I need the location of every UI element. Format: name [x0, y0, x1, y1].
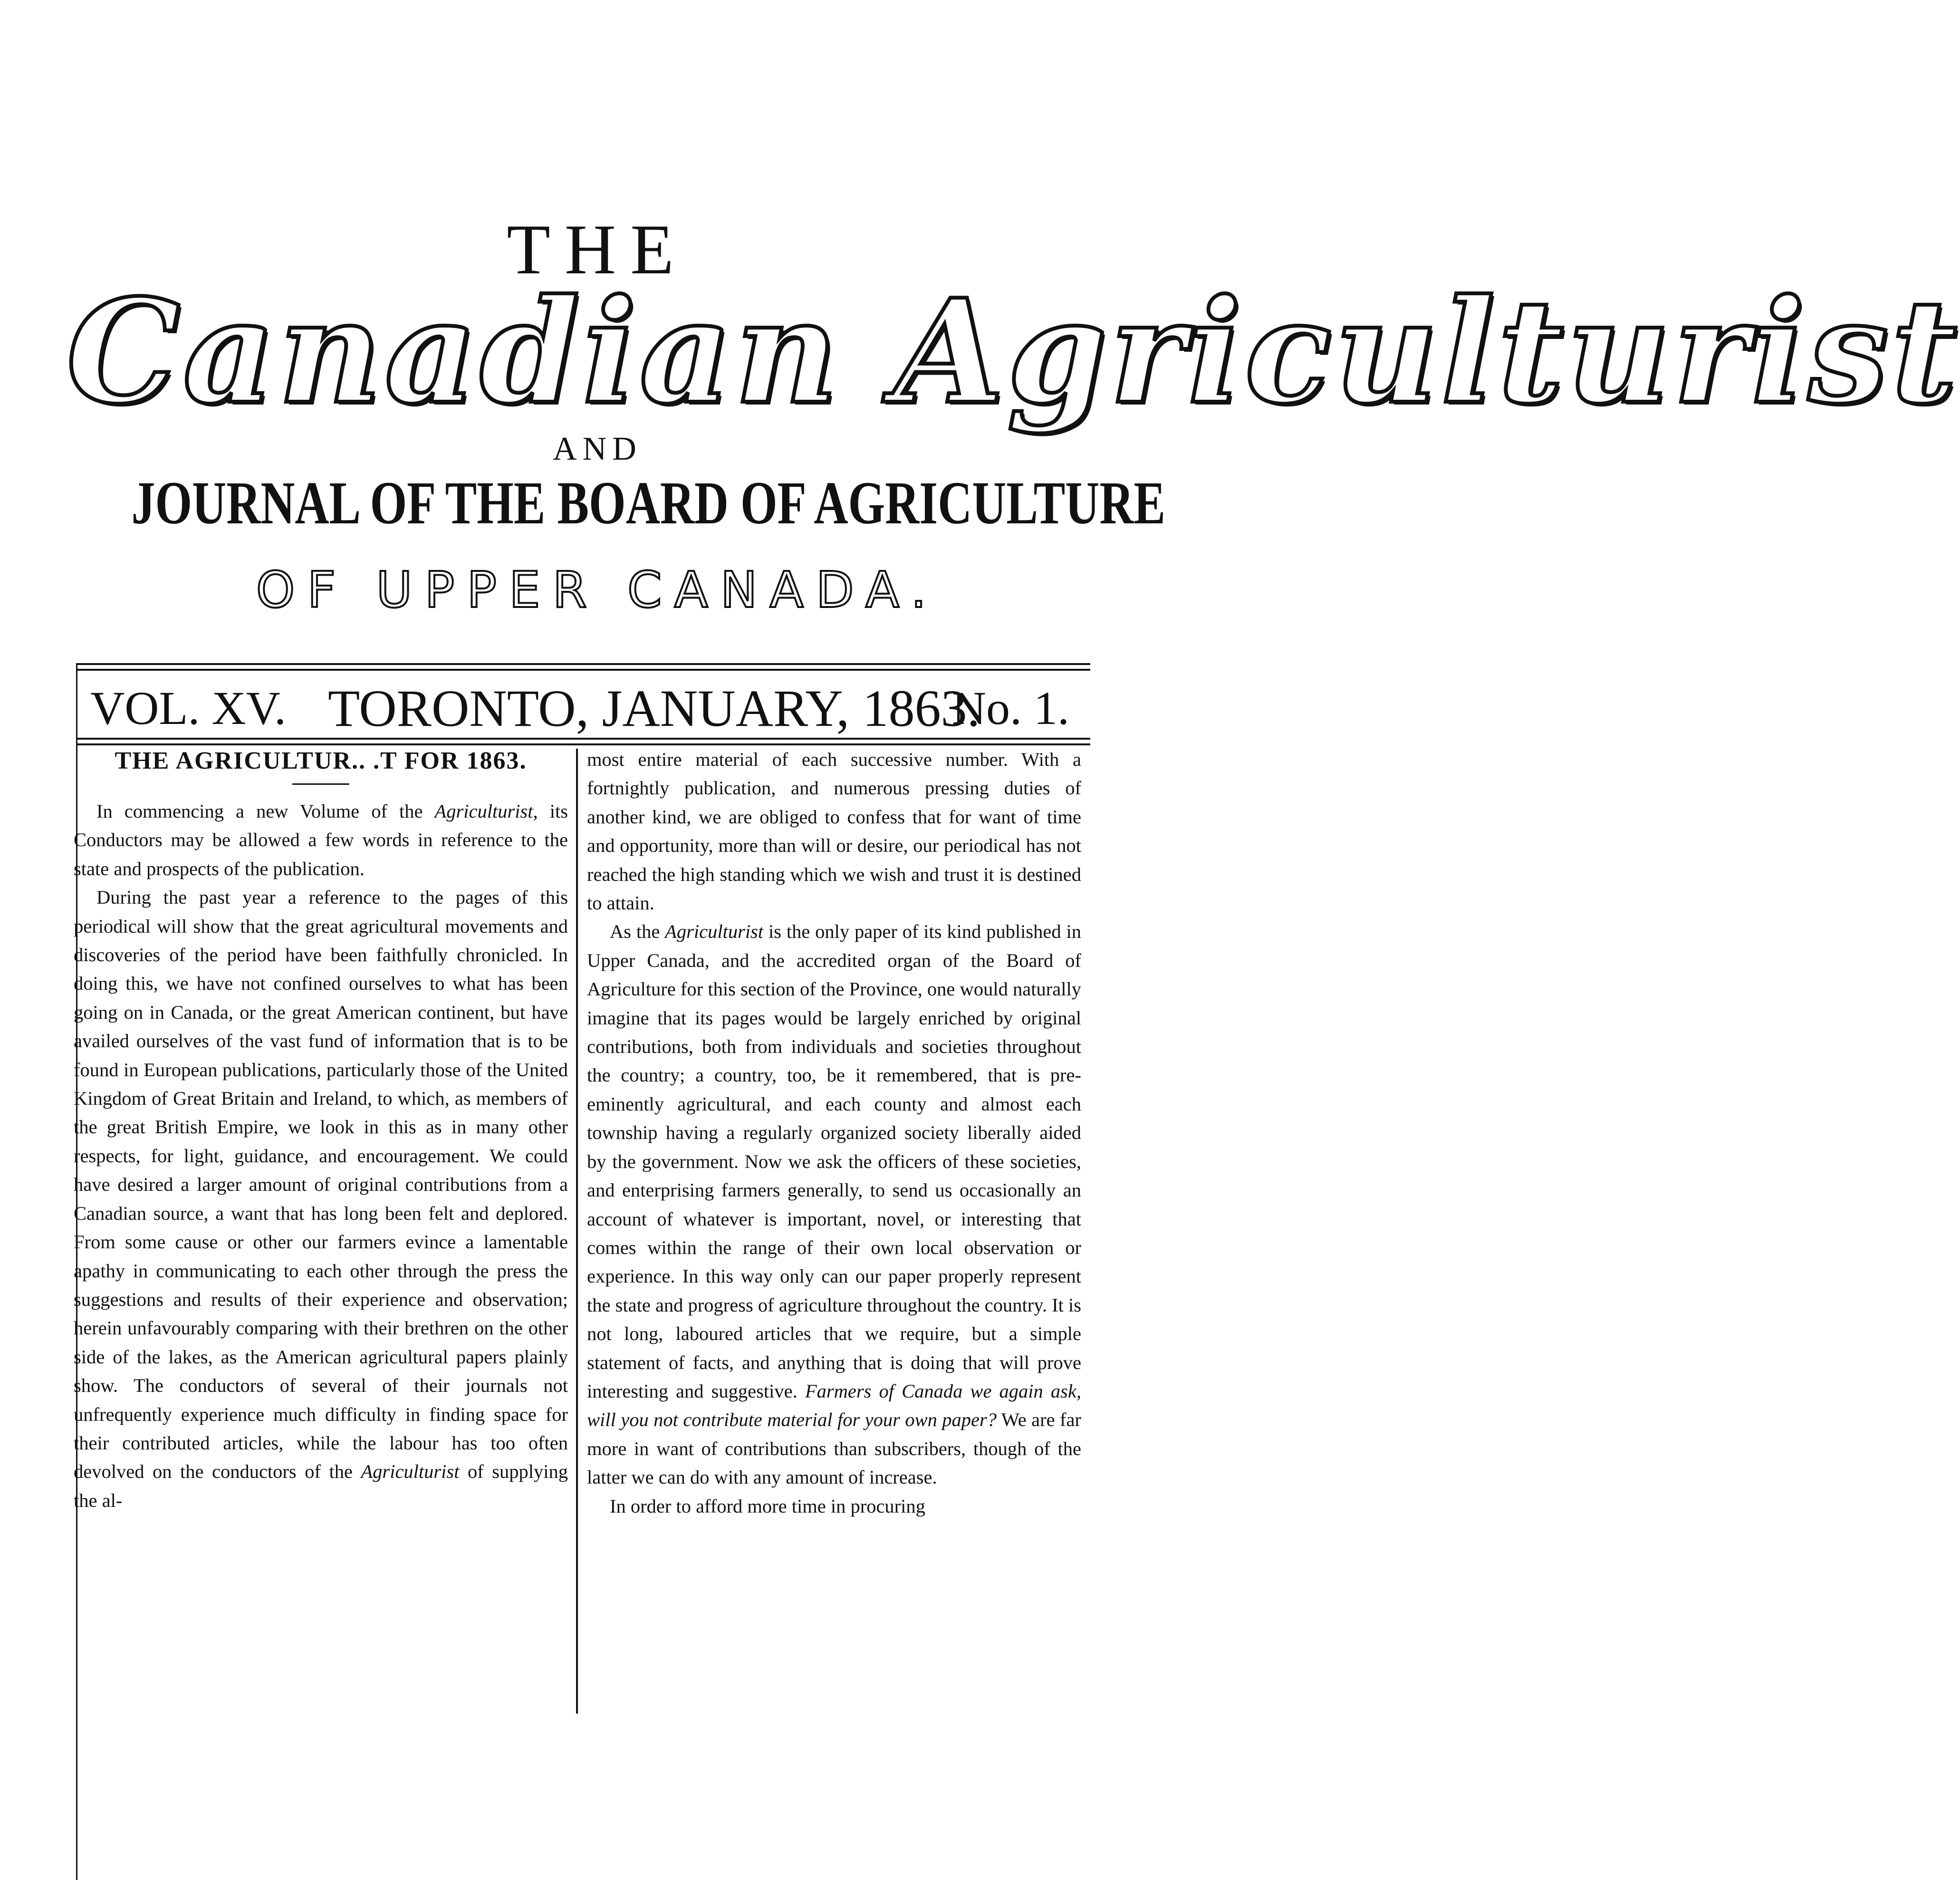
paragraph: As the Agriculturist is the only paper of its kind published in Upper Canada, and the accredited organ of the Board of Agriculture for this section of the Province, one would naturally imagine that its pages would be largely enriched by original contributions, both from individuals and societies throughout the country; a country, too, be it remembered, that is pre-eminently agricultural, and each county and almost each township having a regularly organized society liberally aided by the government. Now we ask the officers of these societies, and enterprising farmers generally, to send us occasionally an account of whatever is important, novel, or interesting that comes within the range of their own local observation or experience. In this way only can our paper properly represent the state and progress of agriculture throughout the country. It is not long, laboured articles that we require, but a simple statement of facts, and anything that is doing that will prove interesting and suggestive. Farmers of Canada we again ask, will you not contribute material for your own paper? We are far more in want of contributions than subscribers, though of the latter we can do with any amount of increase.: [587, 921, 1081, 1488]
heading-rule: [292, 783, 349, 785]
volume-number: VOL. XV.: [90, 682, 287, 734]
masthead-region: OF UPPER CANADA.: [256, 561, 939, 619]
issue-number: No. 1.: [951, 682, 1069, 734]
masthead-the: THE: [507, 210, 688, 289]
top-double-rule: [76, 663, 1090, 671]
paragraph: During the past year a reference to the pages of this periodical will show that the great agricultural movements and discoveries of the period have been faithfully chronicled. In doing this, we have not confined ourselves to what has been going on in Canada, or the great American continent, but have availed ourselves of the vast fund of information that is to be found in European publications, particularly those of the United Kingdom of Great Britain and Ireland, to which, as members of the great British Empire, we look in this as in many other respects, for light, guidance, and encouragement. We could have desired a larger amount of original contributions from a Canadian source, a want that has long been felt and deplored. From some cause or other our farmers evince a lamentable apathy in communicating to each other through the press the suggestions and results of their experience and observation; herein unfavourably comparing with their brethren on the other side of the lakes, as the American agricultural papers plainly show. The conductors of several of their journals not unfrequently experience much difficulty in finding space for their contributed articles, while the labour has too often devolved on the conductors of the Agriculturist of supplying the al-: [74, 887, 568, 1511]
issue-line: [81, 677, 1088, 739]
bottom-double-rule: [76, 738, 1090, 745]
masthead-title: Canadian Agriculturist: [67, 268, 1960, 435]
paragraph: most entire material of each successive number. With a fortnightly publication, and numerous pressing duties of another kind, we are obliged to confess that for want of time and opportunity, more than will or desire, our periodical has not reached the high standing which we wish and trust it is destined to attain.: [587, 749, 1081, 914]
dateline: TORONTO, JANUARY, 1863.: [328, 679, 980, 737]
masthead-journal: JOURNAL OF THE BOARD OF AGRICULTURE: [131, 469, 1166, 537]
right-column: [587, 745, 1081, 1521]
masthead-and: AND: [553, 431, 642, 467]
article-heading: THE AGRICULTUR.. .T FOR 1863.: [115, 747, 527, 774]
left-column: [74, 745, 568, 1515]
column-divider: [576, 749, 578, 1714]
paragraph: In commencing a new Volume of the Agriculturist, its Conductors may be allowed a few words in reference to the state and prospects of the publication.: [74, 800, 568, 879]
paragraph: In order to afford more time in procuring: [610, 1495, 925, 1517]
